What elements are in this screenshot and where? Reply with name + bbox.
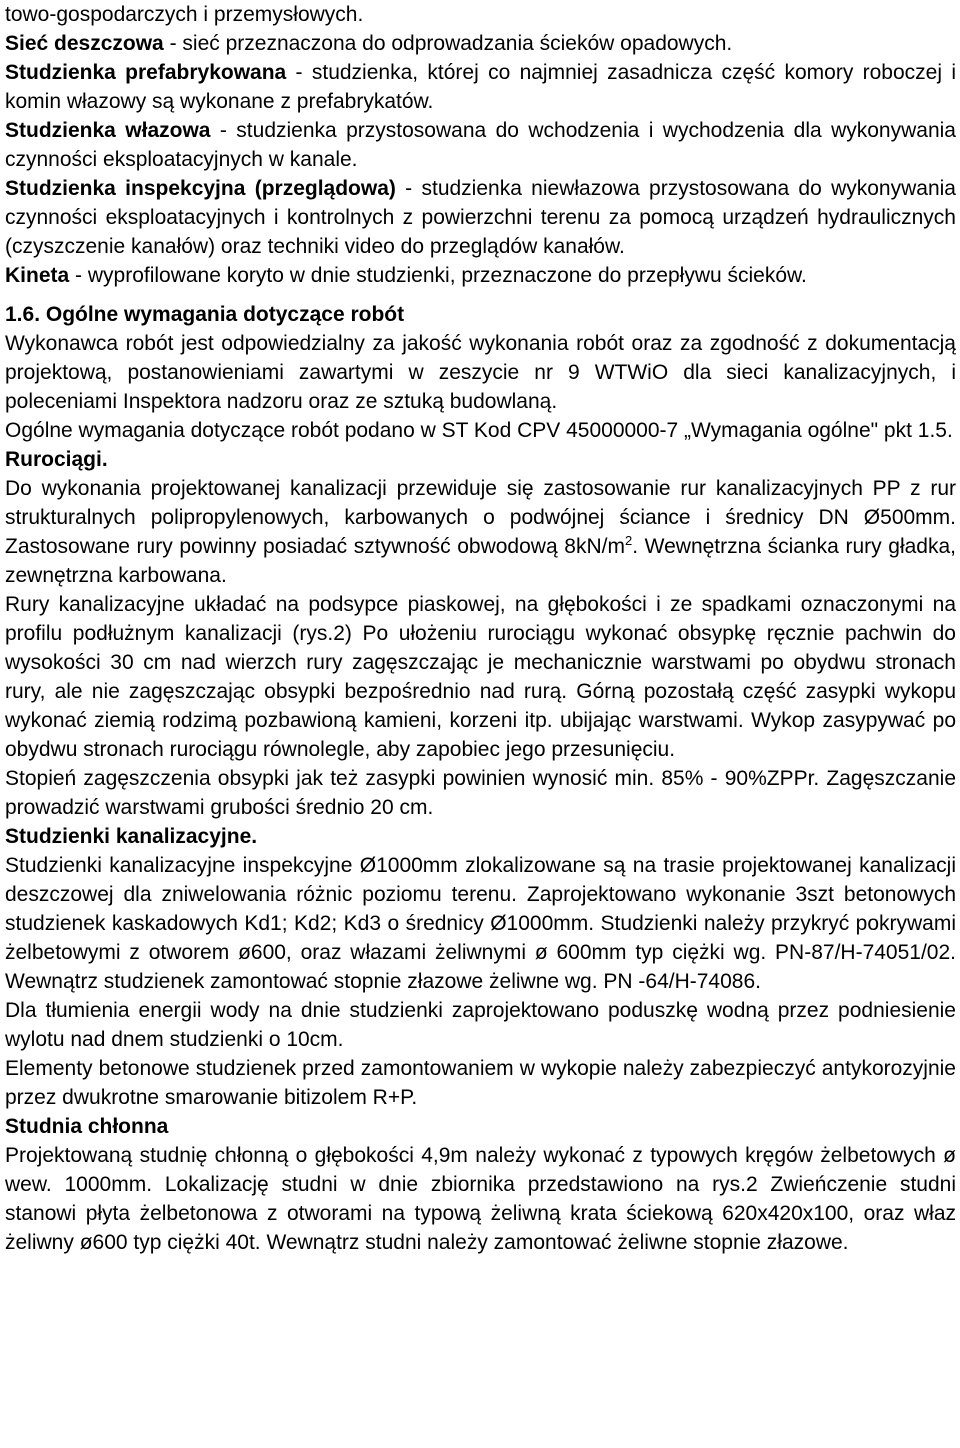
definition-siec-deszczowa [5,29,956,58]
term-studzienka-inspekcyjna: Studzienka inspekcyjna (przeglądowa) [5,177,396,200]
paragraph: Dla tłumienia energii wody na dnie studzienki zaprojektowano poduszkę wodną przez podniesienie wylotu nad dnem studzienki o 10cm. [5,999,956,1051]
definition-text: - studzienka przystosowana do wchodzenia i wychodzenia dla wykonywania czynności eksploatacyjnych w kanale. [5,119,956,171]
definition-text: - sieć przeznaczona do odprowadzania ścieków opadowych. [163,32,733,55]
paragraph-continuation: towo-gospodarczych i przemysłowych. [5,3,364,26]
paragraph-pipes [5,474,956,590]
section-heading-studnia-chlonna: Studnia chłonna [5,1115,169,1138]
paragraph: Ogólne wymagania dotyczące robót podano w ST Kod CPV 45000000-7 „Wymagania ogólne" pkt 1.5. [5,419,953,442]
section-heading-studzienki: Studzienki kanalizacyjne. [5,825,258,848]
paragraph: Elementy betonowe studzienek przed zamontowaniem w wykopie należy zabezpieczyć antykorozyjnie przez dwukrotne smarowanie bitizolem R+P. [5,1057,956,1109]
superscript: 2 [624,533,633,548]
term-studzienka-wlazowa: Studzienka włazowa [5,119,211,142]
definition-studzienka-inspekcyjna [5,174,956,261]
paragraph: Projektowaną studnię chłonną o głębokości 4,9m należy wykonać z typowych kręgów żelbetowych ø wew. 1000mm. Lokalizację studni w dnie zbiornika przedstawiono na rys.2 Zwieńczenie studni stanowi płyta żelbetonowa z otworami na typową żeliwną krata ściekową 620x420x100, oraz właz żeliwny ø600 typ ciężki 40t. Wewnątrz studni należy zamontować żeliwne stopnie złazowe. [5,1144,956,1254]
definition-text: - wyprofilowane koryto w dnie studzienki, przeznaczone do przepływu ścieków. [69,264,807,287]
paragraph: Studzienki kanalizacyjne inspekcyjne Ø1000mm zlokalizowane są na trasie projektowanej kanalizacji deszczowej dla zniwelowania różnic poziomu terenu. Zaprojektowano wykonanie 3szt betonowych studzienek kaskadowych Kd1; Kd2; Kd3 o średnicy Ø1000mm. Studzienki należy przykryć pokrywami żelbetowymi z otworem ø600, oraz włazami żeliwnymi ø 600mm typ ciężki wg. PN-87/H-74051/02. Wewnątrz studzienek zamontować stopnie złazowe żeliwne wg. PN -64/H-74086. [5,854,956,993]
definition-kineta [5,261,956,290]
term-siec-deszczowa: Sieć deszczowa [5,32,164,55]
definition-text: - studzienka niewłazowa przystosowana do wykonywania czynności eksploatacyjnych i kontrolnych z powierzchni terenu za pomocą urządzeń hydraulicznych (czyszczenie kanałów) oraz techniki video do przeglądów kanałów. [5,177,956,258]
paragraph: Wykonawca robót jest odpowiedzialny za jakość wykonania robót oraz za zgodność z dokumentacją projektową, postanowieniami zawartymi w zeszycie nr 9 WTWiO dla sieci kanalizacyjnych, i poleceniami Inspektora nadzoru oraz ze sztuką budowlaną. [5,332,956,413]
term-studzienka-prefabrykowana: Studzienka prefabrykowana [5,61,287,84]
definition-studzienka-prefabrykowana [5,58,956,116]
paragraph: Rury kanalizacyjne układać na podsypce piaskowej, na głębokości i ze spadkami oznaczonymi na profilu podłużnym kanalizacji (rys.2) Po ułożeniu rurociągu wykonać obsypkę ręcznie pachwin do wysokości 30 cm nad wierzch rury zagęszczając je mechanicznie warstwami po obydwu stronach rury, ale nie zagęszczając obsypki bezpośrednio nad rurą. Górną pozostałą część zasypki wykopu wykonać ziemią rodzimą pozbawioną kamieni, korzeni itp. ubijając warstwami. Wykop zasypywać po obydwu stronach rurociągu równolegle, aby zapobiec jego przesunięciu. [5,593,956,761]
term-kineta: Kineta [5,264,70,287]
section-heading-rurociagi: Rurociągi. [5,448,108,471]
section-spacer [5,290,956,300]
definition-studzienka-wlazowa [5,116,956,174]
paragraph-text: . Wewnętrzna ścianka rury gładka, zewnętrzna karbowana. [5,535,956,587]
section-heading-1-6: 1.6. Ogólne wymagania dotyczące robót [5,303,405,326]
definition-text: - studzienka, której co najmniej zasadnicza część komory roboczej i komin włazowy są wykonane z prefabrykatów. [5,61,956,113]
paragraph: Stopień zagęszczenia obsypki jak też zasypki powinien wynosić min. 85% - 90%ZPPr. Zagęszczanie prowadzić warstwami grubości średnio 20 cm. [5,767,956,819]
paragraph-text: Do wykonania projektowanej kanalizacji przewiduje się zastosowanie rur kanalizacyjnych PP z rur strukturalnych polipropylenowych, karbowanych o podwójnej ściance i średnicy DN Ø500mm. Zastosowane rury powinny posiadać sztywność obwodową 8kN/m [5,477,956,558]
